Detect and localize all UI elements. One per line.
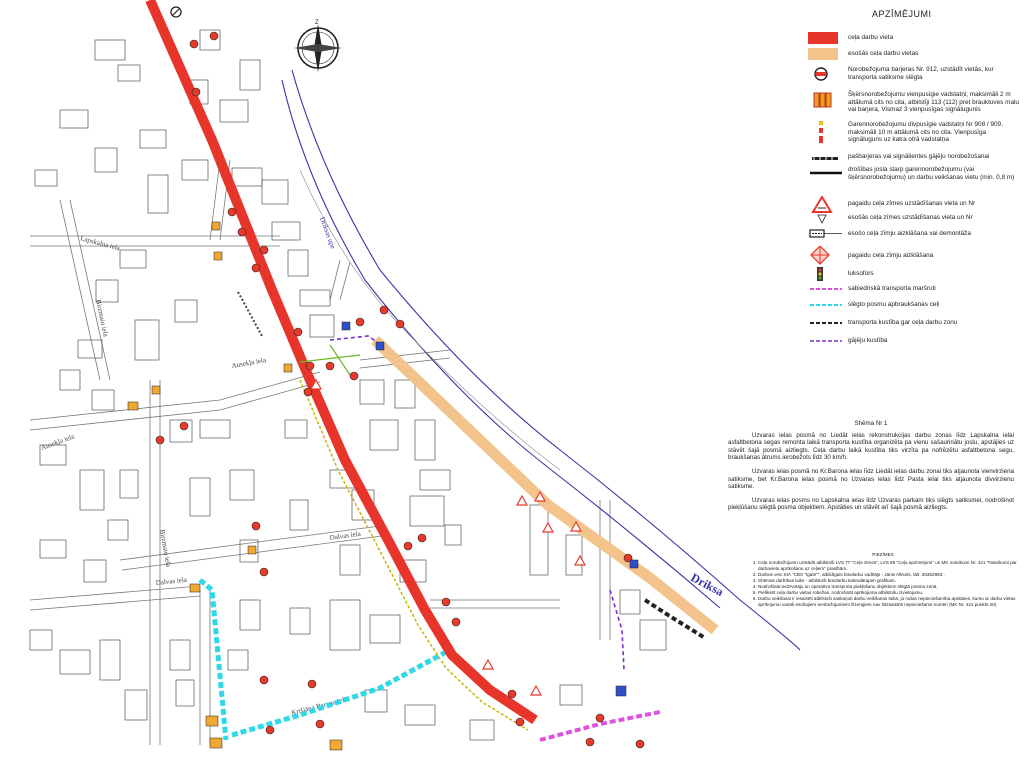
- note-item: 1. Ceļa norobežojumu uzstādīt atbilstoši LVS 77 "Ceļa zīmes", LVS 85 "Ceļa apzīmējumi" un MK noteikumi Nr. 421 "Noteikumi par darbavietu aprīkošanu uz ceļiem" prasībām.: [758, 560, 1018, 572]
- cross-barrier-posts-icon: [808, 91, 844, 111]
- legend-text: esošās ceļa darbu vietas: [848, 50, 919, 57]
- legend-text: esošo ceļa zīmju aizklāšana vai demontāža: [848, 230, 971, 237]
- legend-text: sabiedriskā transporta maršruti: [848, 285, 936, 292]
- note-item: 5. Piefiksēt ceļa darbu vietas robežas, nodrošināt aprīkojuma atbilstošu izvietojumu.: [758, 590, 1018, 596]
- cover-sign-icon: [808, 246, 844, 266]
- legend-title: APZĪMĒJUMI: [872, 9, 932, 19]
- street-label-birzmaiu: Birzmaiu iela: [94, 298, 110, 338]
- legend-text: esošās ceļa zīmes uzstādīšanas vieta un Nr: [848, 214, 973, 221]
- street-label-birzmalu2: Birzmaiu iela: [158, 528, 173, 568]
- scheme-description: [728, 420, 1014, 518]
- street-label-ausekla-mid: Ausekļa iela: [230, 356, 267, 370]
- fence-posts-icon: [808, 121, 844, 145]
- scheme-paragraph: Uzvaras ielas posmā no Kr.Barona ielas līdz Liedāt ielas darbu zonai tiks atjaunota vienvirziena satiksme, bet Kr.Barona ielas posmā no Uzvaras ielas līdz Pasta ielai tiks atjaunota divvirzienu satiksme.: [728, 467, 1014, 491]
- river-bank-label: Driksas upe: [318, 215, 338, 250]
- legend-text: Norobežojuma barjeras Nr. 912, uzstādīt vietās, kur transporta satiksme slēgta: [848, 66, 994, 81]
- scheme-title: Shēma Nr 1: [854, 420, 888, 427]
- legend-text: drošības josla starp garennorobežojumu (vai šķērsnorobežojumu) un darbu veikšanas vietu (min. 0,8 m): [848, 166, 1015, 181]
- note-item: 2. Darbus veic SIA "CBS "Igate"", atbildīgais būvdarbu vadītājs - Jānis Alksnis, tālr. 26362983 .: [758, 572, 1018, 578]
- note-item: 3. Shēmas darbības laiks - atbilstoši būvdarbu kalendārajam grafikam.: [758, 578, 1018, 584]
- notes-list: [748, 560, 1018, 608]
- dismantle-sign-icon: [808, 228, 844, 248]
- north-letter: Z: [315, 20, 319, 26]
- street-label-lapskalna: Lapskalna iela: [79, 234, 121, 253]
- note-item: 6. Darbu veikšanai ir iesaistīti atbilstoši saskaņoti darbu veikšanas laikā, ja rodas nepieciešamība apstāties, kursu ar darbu vietas aprīkojumu vairāk esošajiem ierobežojumiem Ēzerajiem nav līdzsaistīts nepieciešams nomēri (MK Nr. 421 punkts 20).: [758, 596, 1018, 608]
- legend-text: pagaidu ceļa zīmes uzstādīšanas vieta un Nr: [848, 200, 976, 207]
- legend-text: Garennorobežojumu divpusīgie vadstatņi Nr 908 / 909, maksimāli 10 m attālumā cits no cita. Vienpusīga signāluguns uz katra otrā vadstatņa: [848, 121, 1003, 143]
- river-label: Driksa: [688, 570, 726, 599]
- work-traffic-line: [808, 318, 844, 338]
- scheme-paragraph: Uzvaras ielas posmā no Liedāt ielas rekonstrukcijas darbu zonas līdz Lapskalna ielai asfaltbetona segas remonta laikā transporta kustība organizēta pa vienu sašaurinātu joslu, apstājies uz stāvēt šajā posmā aizliegts. Ceļa darbu laikā kustība tiks virzīta pa nofrēzētu asfaltbetona segu, braukšanas ātrums ierobežots līdz 30 km/h.: [728, 431, 1014, 462]
- notes-title: PIEZĪMES: [872, 552, 894, 557]
- legend-text: gājēju kustība: [848, 337, 888, 344]
- closed-section-line: [808, 300, 844, 320]
- street-label-dalvas-right: Dalvas iela: [329, 529, 362, 542]
- traffic-light-icon: [808, 266, 844, 286]
- legend-text: pašbarjeras vai signālientes gājēju norobežošanai: [848, 153, 990, 160]
- barrier-912-icon: [808, 66, 844, 86]
- street-label-krisjana-barona: Krišjāņa Barona iela: [290, 695, 349, 717]
- note-item: 4. Nodrošināt iedzīvotāju un operatīvo transporta piekļūšanu objektiem slēgtā posma zonā.: [758, 584, 1018, 590]
- pedestrian-line: [808, 336, 844, 356]
- work-zone-swatch: [808, 32, 838, 44]
- notes-panel: [748, 552, 1018, 608]
- street-label-dalvas-left: Dalvas iela: [155, 575, 188, 587]
- legend-text: Šķērsnorobežojumu vienpusīgie vadstatņi; maksimāli 2 m attālumā cits no cita, atbilstīji 113 (112) pret brauktuves malu vai barjera, Vismaz 3 vienpusīgas signālugunis: [848, 91, 1019, 113]
- legend-text: pagaidu ceļa zīmju aizklāšana: [848, 252, 934, 259]
- safety-line-icon: [808, 166, 844, 186]
- legend-text: ceļa darbu vieta: [848, 34, 894, 41]
- legend-text: transporta kustība gar ceļa darbu zonu: [848, 319, 958, 326]
- legend-text: slēgto posmu apbraukšanas ceļi: [848, 301, 940, 308]
- no-entry-sign-icon: [171, 7, 181, 17]
- legend-text: luksofors: [848, 270, 874, 277]
- street-label-ausekla-left: Ausekļa iela: [39, 432, 76, 452]
- scheme-paragraph: Uzvaras ielas posms no Lapskalna ielas līdz Uzvaras parkam tiks slēgts satiksmei, nodrošinot piekļūšanu slēgtā posma objektiem. Apstāties un stāvēt arī šajā posmā aizliegts.: [728, 496, 1014, 512]
- existing-work-swatch: [808, 48, 838, 60]
